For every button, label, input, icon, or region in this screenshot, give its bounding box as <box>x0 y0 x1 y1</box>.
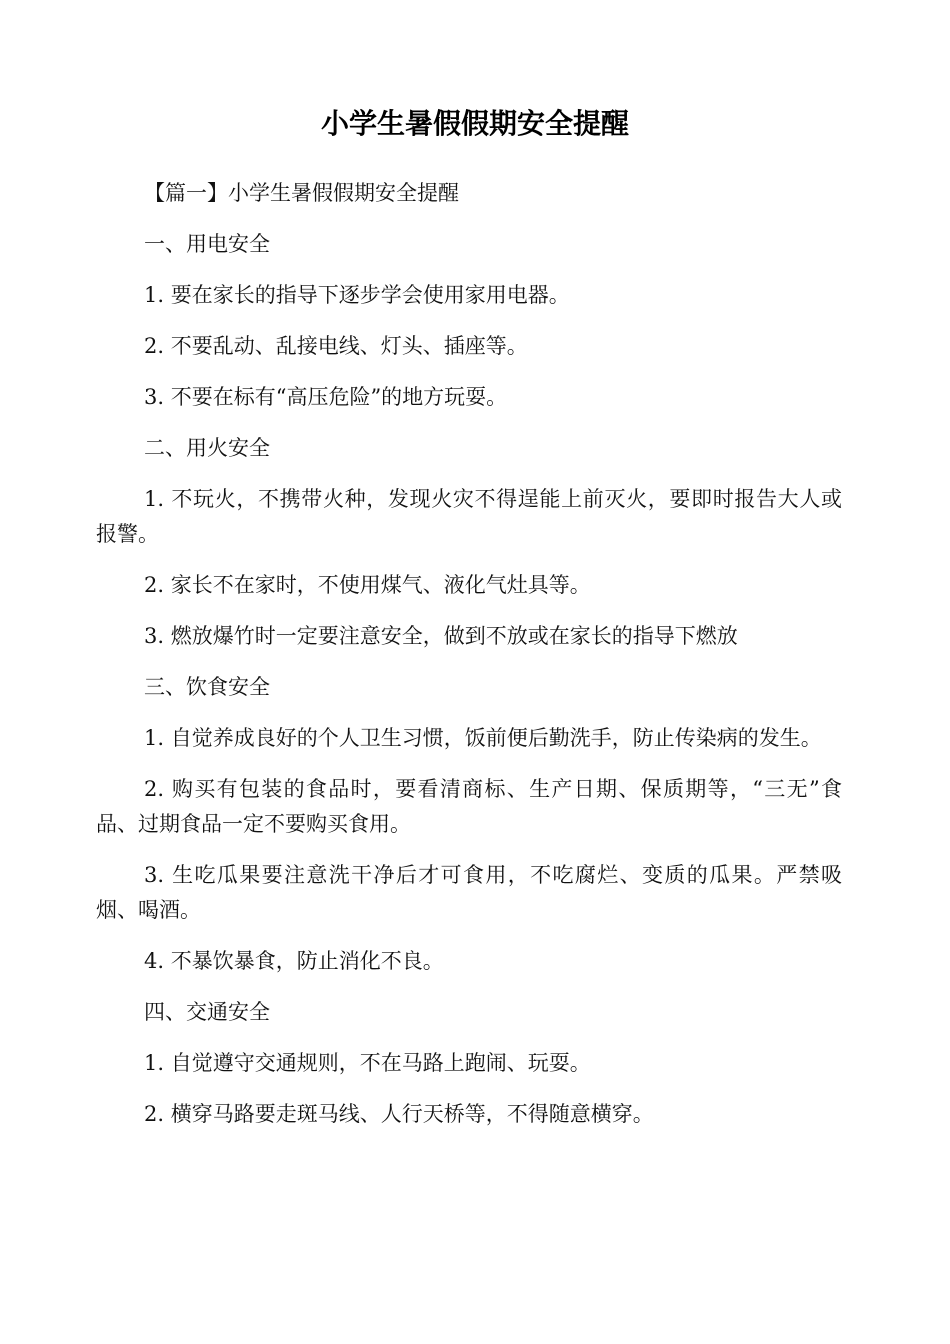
paragraph-heading-food: 三、饮食安全 <box>144 675 270 699</box>
paragraph: 2. 家长不在家时，不使用煤气、液化气灶具等。 <box>144 573 591 597</box>
paragraph: 3. 不要在标有“高压危险”的地方玩耍。 <box>144 385 508 409</box>
paragraph: 2. 不要乱动、乱接电线、灯头、插座等。 <box>144 334 528 358</box>
paragraph: 3. 生吃瓜果要注意洗干净后才可食用，不吃腐烂、变质的瓜果。严禁吸烟、喝酒。 <box>96 863 842 922</box>
paragraph-section-heading: 【篇一】小学生暑假假期安全提醒 <box>144 181 459 205</box>
document-body <box>96 176 842 1148</box>
paragraph-heading-fire: 二、用火安全 <box>144 436 270 460</box>
document-title: 小学生暑假假期安全提醒 <box>320 107 629 140</box>
paragraph-heading-electricity: 一、用电安全 <box>144 232 270 256</box>
paragraph: 3. 燃放爆竹时一定要注意安全，做到不放或在家长的指导下燃放 <box>144 624 738 648</box>
paragraph: 1. 不玩火，不携带火种，发现火灾不得逞能上前灭火，要即时报告大人或报警。 <box>96 487 842 546</box>
paragraph: 2. 购买有包装的食品时，要看清商标、生产日期、保质期等，“三无”食品、过期食品一定不要购买食用。 <box>96 777 842 836</box>
paragraph: 1. 自觉遵守交通规则，不在马路上跑闹、玩耍。 <box>144 1051 591 1075</box>
paragraph: 2. 横穿马路要走斑马线、人行天桥等，不得随意横穿。 <box>144 1102 654 1126</box>
paragraph: 4. 不暴饮暴食，防止消化不良。 <box>144 949 444 973</box>
paragraph: 1. 自觉养成良好的个人卫生习惯，饭前便后勤洗手，防止传染病的发生。 <box>144 726 822 750</box>
paragraph: 1. 要在家长的指导下逐步学会使用家用电器。 <box>144 283 570 307</box>
paragraph-heading-traffic: 四、交通安全 <box>144 1000 270 1024</box>
